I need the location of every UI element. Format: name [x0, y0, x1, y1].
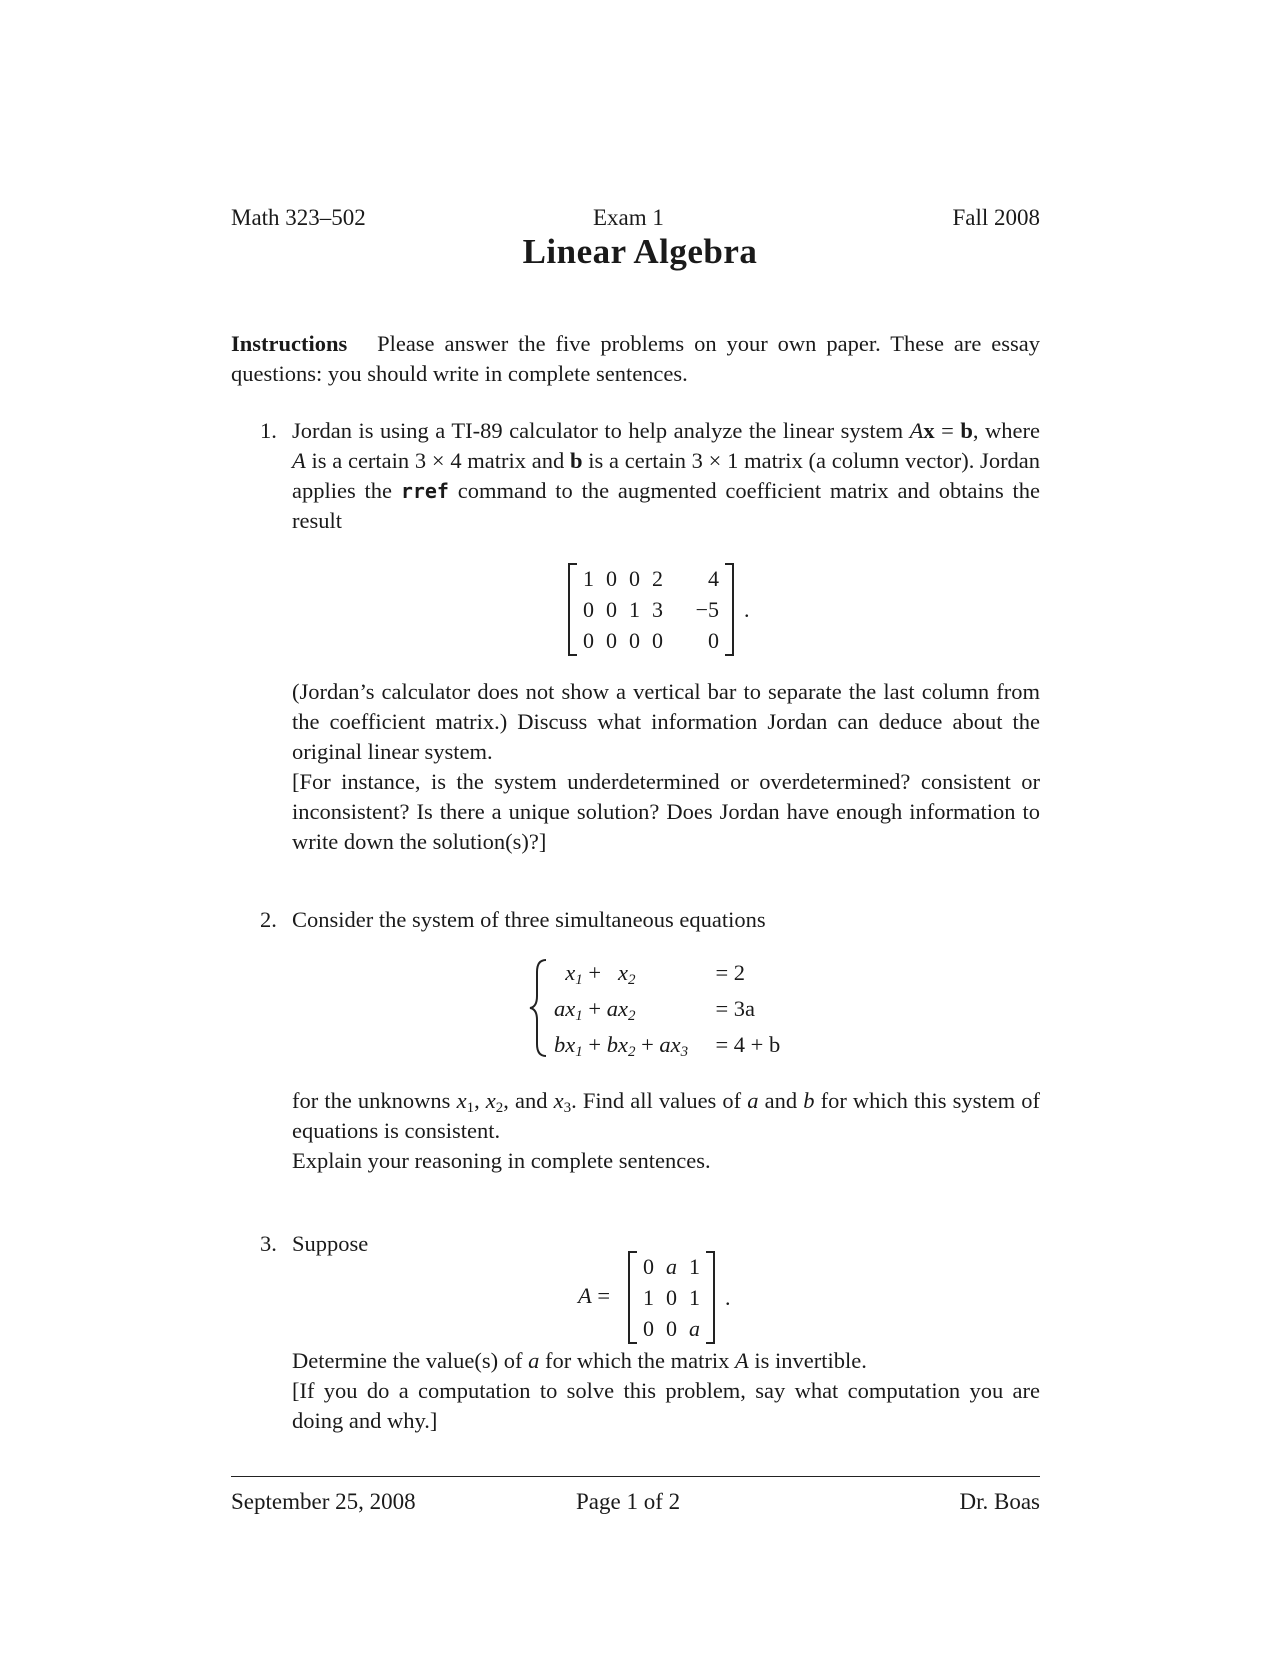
- problem-3-number: 3.: [260, 1231, 277, 1256]
- problem-3-intro: Suppose: [292, 1231, 369, 1256]
- problem-1-text: Jordan is using a TI-89 calculator to help analyze the linear system Ax = b, where A is a certain 3 × 4 matrix and b is a certain 3 × 1 matrix (a column vector). Jordan applies the rref command to the augmented coefficient matrix and obtains the result: [292, 418, 1041, 533]
- eq3-rhs: = 4 + b: [715, 1032, 781, 1057]
- matrix-cell: 0: [629, 627, 640, 653]
- matrix-cell: 4: [708, 565, 719, 591]
- rref-command: rref: [400, 479, 449, 503]
- matrix-cell: 0: [666, 1315, 677, 1341]
- eq1-lhs: $x_1 + x_2$: [559, 960, 636, 988]
- eq2-rhs: = 3a: [715, 996, 756, 1021]
- footer-page: Page 1 of 2: [576, 1489, 681, 1514]
- problem-3-text-b: for which the matrix: [545, 1348, 730, 1373]
- problem-1-note: (Jordan’s calculator does not show a vertical bar to separate the last column from the coefficient matrix.) Discuss what information Jordan can deduce about the original linear system.: [292, 679, 1040, 764]
- matrix-cell: 0: [629, 565, 640, 591]
- rref-matrix: 1 0 0 2 4 0 0 1 3 −5 0 0 0 0 0 .: [568, 563, 750, 656]
- problem-1-intro: Jordan is using a TI-89 calculator to help analyze the linear system: [292, 418, 904, 443]
- left-brace: [528, 958, 550, 1058]
- matrix-cell: 2: [652, 565, 663, 591]
- matrix-A-label: A =: [578, 1283, 611, 1308]
- problem-1-intro-b: , where: [972, 418, 1040, 443]
- matrix-cell: 1: [629, 596, 640, 622]
- problem-3-text: Determine the value(s) of a for which the matrix A is invertible.: [292, 1348, 867, 1373]
- problem-3-hint: [If you do a computation to solve this problem, say what computation you are doing and why.]: [292, 1378, 1040, 1433]
- instructions-text: Please answer the five problems on your own paper. These are essay questions: you should write in complete sentences.: [231, 331, 1040, 386]
- matrix-cell: 3: [652, 596, 663, 622]
- matrix-cell: 0: [652, 627, 663, 653]
- eq3-lhs: $bx_1 + bx_2 + ax_3$: [554, 1032, 689, 1060]
- footer-date: September 25, 2008: [231, 1489, 416, 1514]
- matrix-cell: 0: [606, 596, 617, 622]
- problem-1-intro-e: command to the augmented coefficient matrix and obtains the result: [292, 478, 1040, 533]
- matrix-cell: −5: [695, 596, 719, 622]
- matrix-cell: 0: [606, 565, 617, 591]
- matrix-cell: 1: [689, 1253, 700, 1279]
- matrix-cell: 1: [583, 565, 594, 591]
- equation-system: [552, 955, 782, 1063]
- matrix-cell: 0: [643, 1315, 654, 1341]
- matrix-cell: 1: [689, 1284, 700, 1310]
- matrix-cell: 0: [583, 596, 594, 622]
- matrix-cell: 0: [606, 627, 617, 653]
- problem-1-intro-d: is a certain 3 × 1 matrix (a column vector). Jordan applies the: [292, 448, 1041, 503]
- problem-3-text-a: Determine the value(s) of: [292, 1348, 523, 1373]
- problem-2-number: 2.: [260, 907, 277, 932]
- matrix-A: 0 a 1 1 0 1 0 0 a .: [628, 1251, 731, 1344]
- problem-2-text-b: Find all values of: [582, 1088, 742, 1113]
- problem-1-number: 1.: [260, 418, 277, 443]
- footer-author: Dr. Boas: [959, 1489, 1040, 1514]
- problem-1-hint: [For instance, is the system underdetermined or overdetermined? consistent or inconsistent? Is there a unique solution? Does Jordan have enough information to write down the solution(s)?]: [292, 769, 1040, 854]
- exam-label: Exam 1: [593, 205, 664, 230]
- page-title: Linear Algebra: [522, 232, 758, 271]
- matrix-cell: 0: [708, 627, 719, 653]
- matrix-cell: a: [689, 1315, 700, 1341]
- course-label: Math 323–502: [231, 205, 366, 230]
- matrix-cell: a: [666, 1253, 677, 1279]
- eq1-rhs: = 2: [715, 960, 746, 985]
- instructions-label: Instructions: [231, 331, 348, 356]
- instructions: [231, 329, 1040, 389]
- footer-rule: [231, 1476, 1040, 1477]
- problem-2-explain: Explain your reasoning in complete sentences.: [292, 1148, 711, 1173]
- matrix-cell: 0: [583, 627, 594, 653]
- problem-2-text-c: for which this system of equations is consistent.: [292, 1088, 1040, 1143]
- term-label: Fall 2008: [952, 205, 1040, 230]
- problem-3-text-c: is invertible.: [754, 1348, 867, 1373]
- problem-2-text-a: for the unknowns: [292, 1088, 451, 1113]
- matrix-cell: 0: [666, 1284, 677, 1310]
- matrix-cell: 0: [643, 1253, 654, 1279]
- problem-2-intro: Consider the system of three simultaneous equations: [292, 907, 766, 932]
- eq2-lhs: $ax_1 + ax_2$: [554, 996, 636, 1024]
- problem-2-text: for the unknowns $x_1$, $x_2$, and $x_3$. Find all values of a and b for which this system of equations is consistent.: [292, 1088, 1040, 1143]
- problem-1-intro-c: is a certain 3 × 4 matrix and: [311, 448, 565, 473]
- matrix-cell: 1: [643, 1284, 654, 1310]
